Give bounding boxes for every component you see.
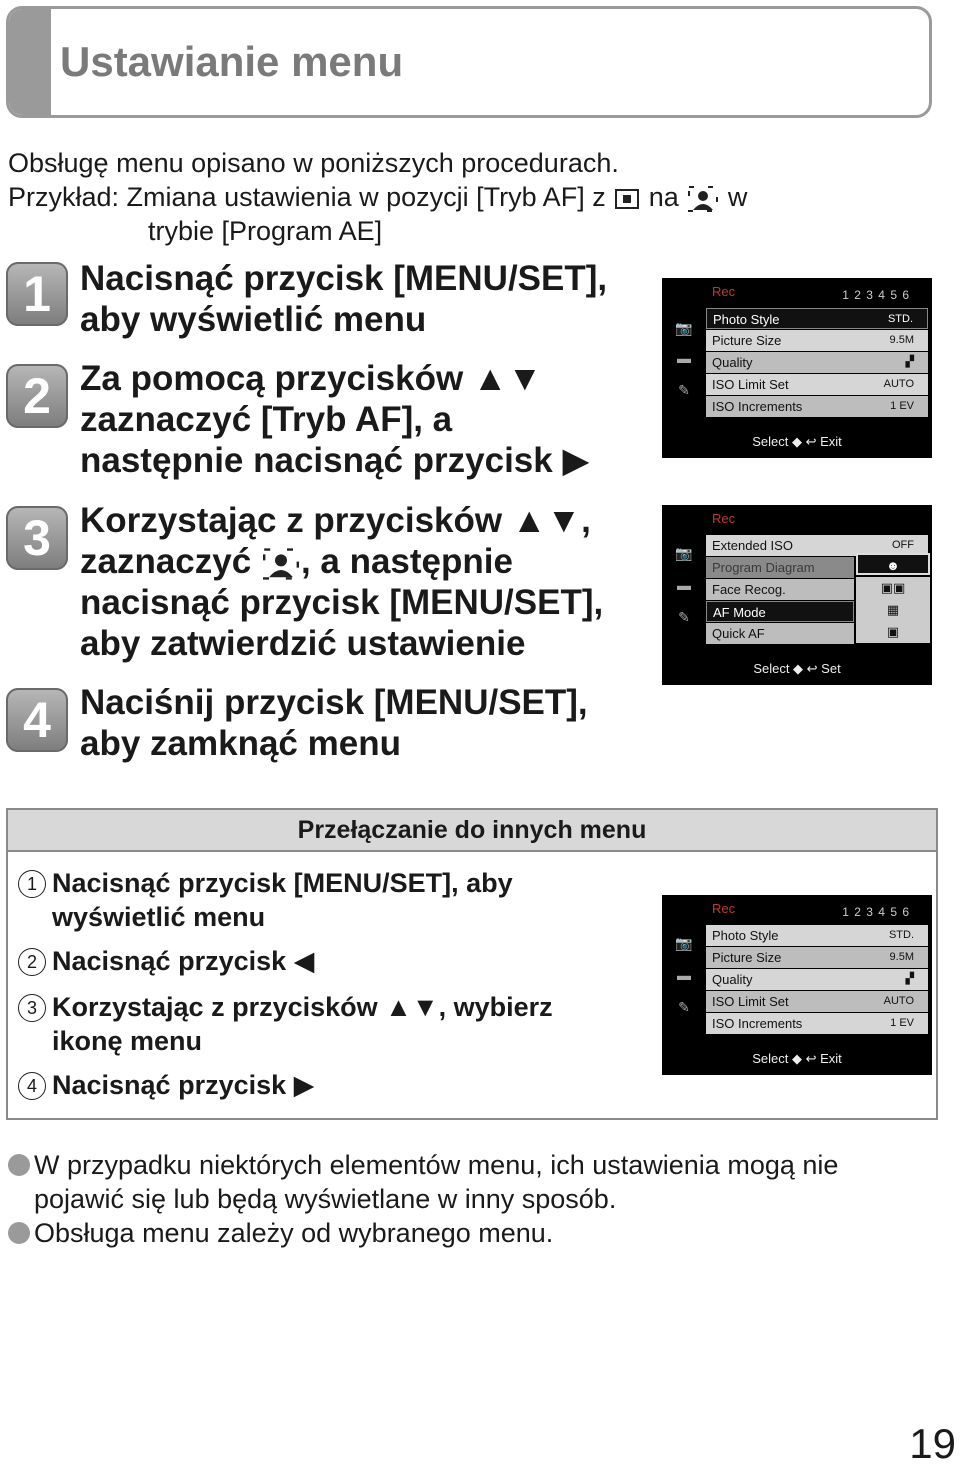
step-1-text xyxy=(80,258,607,340)
camera-menu-screen-2 xyxy=(662,895,932,1075)
step-2-line: Za pomocą przycisków ▲▼ xyxy=(80,359,543,398)
intro-line: Obsługę menu opisano w poniższych procedurach. xyxy=(8,148,619,178)
step-3-line xyxy=(80,541,603,582)
switch-item-text: Nacisnąć przycisk [MENU/SET], aby xyxy=(52,868,513,898)
page-number: 19 xyxy=(909,1420,956,1467)
step-2-line: następnie nacisnąć przycisk ▶ xyxy=(80,441,590,480)
af-option-tracking[interactable]: ▣▣ xyxy=(856,577,930,599)
menu-pages: 1 2 3 4 5 6 xyxy=(842,288,910,302)
menu-row-value: OFF xyxy=(892,539,914,551)
menu-row-label: Picture Size xyxy=(712,333,782,348)
camera-icon: 📷 xyxy=(675,320,693,336)
menu-row[interactable] xyxy=(706,557,854,578)
menu-row[interactable] xyxy=(706,991,928,1012)
menu-row[interactable] xyxy=(706,579,854,600)
menu-row-label: Quick AF xyxy=(712,626,765,641)
menu-row[interactable] xyxy=(706,969,928,990)
note-text: W przypadku niektórych elementów menu, ich ustawienia mogą nie xyxy=(34,1150,839,1180)
menu-row[interactable] xyxy=(706,330,928,351)
step-1-line: Nacisnąć przycisk [MENU/SET], xyxy=(80,259,608,298)
camera-af-mode-screen xyxy=(662,505,932,685)
single-area-af-icon xyxy=(615,189,639,209)
menu-row-value: ▞ xyxy=(905,356,914,368)
menu-row[interactable] xyxy=(706,623,854,644)
menu-row-label: Quality xyxy=(712,972,753,987)
step-4-line: aby zamknąć menu xyxy=(80,724,401,763)
menu-row[interactable] xyxy=(706,308,928,329)
circled-number: 4 xyxy=(18,1072,46,1100)
step-number-3: 3 xyxy=(6,506,68,570)
camera-icon: 📷 xyxy=(675,935,693,951)
camera-menu-screen xyxy=(662,278,932,458)
screen-footer: Select ◆ ↩ Exit xyxy=(752,434,842,449)
step-2-text xyxy=(80,358,589,481)
step-3-line: aby zatwierdzić ustawienie xyxy=(80,624,526,663)
wrench-icon: ✎ xyxy=(678,609,690,625)
bullet-icon xyxy=(8,1154,30,1176)
example-text-w: w xyxy=(727,182,748,212)
step-4-line: Naciśnij przycisk [MENU/SET], xyxy=(80,683,588,722)
step-number-1: 1 xyxy=(6,262,68,326)
menu-row-label: Extended ISO xyxy=(712,538,793,553)
example-text-na: na xyxy=(648,182,679,212)
menu-row-value: STD. xyxy=(888,929,914,941)
bullet-icon xyxy=(8,1222,30,1244)
circled-number: 3 xyxy=(18,994,46,1022)
switch-item-text: Korzystając z przycisków ▲▼, wybierz xyxy=(52,992,553,1022)
circled-number: 1 xyxy=(18,870,46,898)
step-3-line: nacisnąć przycisk [MENU/SET], xyxy=(80,583,604,622)
title-tab xyxy=(9,9,51,115)
note-text: pojawić się lub będą wyświetlane w inny sposób. xyxy=(34,1184,617,1214)
step-3-text-part: zaznaczyć xyxy=(80,542,252,581)
switch-item-text: wyświetlić menu xyxy=(52,902,266,932)
step-3-line: Korzystając z przycisków ▲▼, xyxy=(80,501,591,540)
step-4-text xyxy=(80,682,588,764)
step-3-text xyxy=(80,500,603,664)
note-2 xyxy=(8,1216,553,1250)
menu-row-selected[interactable] xyxy=(706,601,854,622)
step-3-text-part: , a następnie xyxy=(300,542,513,581)
camera-icon: 📷 xyxy=(675,545,693,561)
menu-row-value: 1 EV xyxy=(890,1017,914,1029)
rec-label: Rec xyxy=(712,901,736,916)
note-1 xyxy=(8,1148,838,1216)
menu-row[interactable] xyxy=(706,1013,928,1034)
menu-row-label: ISO Limit Set xyxy=(712,994,789,1009)
example-line-2: trybie [Program AE] xyxy=(148,216,383,246)
circled-number: 2 xyxy=(18,948,46,976)
menu-row-value: AUTO xyxy=(883,995,914,1007)
menu-row-label: ISO Increments xyxy=(712,399,803,414)
menu-row-value: 9.5M xyxy=(889,951,914,963)
switch-item-2 xyxy=(18,944,314,978)
af-option-single[interactable]: ▣ xyxy=(856,621,930,643)
step-1-line: aby wyświetlić menu xyxy=(80,300,427,339)
video-icon: ▬ xyxy=(677,350,691,366)
example-text: Przykład: Zmiana ustawienia w pozycji [Tryb AF] z xyxy=(8,182,606,212)
menu-row[interactable] xyxy=(706,352,928,373)
switch-heading: Przełączanie do innych menu xyxy=(8,810,936,852)
example-line xyxy=(8,182,747,213)
rec-label: Rec xyxy=(712,511,736,526)
face-detection-icon xyxy=(688,186,718,212)
menu-row[interactable] xyxy=(706,396,928,417)
menu-row-value: 1 EV xyxy=(890,400,914,412)
screen-footer: Select ◆ ↩ Exit xyxy=(752,1051,842,1066)
menu-row-value: STD. xyxy=(887,313,913,325)
video-icon: ▬ xyxy=(677,967,691,983)
menu-row-label: AF Mode xyxy=(713,605,766,620)
switch-item-text: Nacisnąć przycisk ▶ xyxy=(52,1070,315,1100)
menu-row-value: ▞ xyxy=(905,973,914,985)
switch-item-3 xyxy=(18,990,553,1058)
menu-row-label: Picture Size xyxy=(712,950,782,965)
menu-row-label: Program Diagram xyxy=(712,560,815,575)
step-2-line: zaznaczyć [Tryb AF], a xyxy=(80,400,453,439)
menu-pages: 1 2 3 4 5 6 xyxy=(842,905,910,919)
menu-row-label: Quality xyxy=(712,355,753,370)
rec-label: Rec xyxy=(712,284,736,299)
menu-row-label: Photo Style xyxy=(713,312,780,327)
switch-item-1 xyxy=(18,866,513,934)
menu-row[interactable] xyxy=(706,947,928,968)
screen-footer: Select ◆ ↩ Set xyxy=(753,661,841,676)
video-icon: ▬ xyxy=(677,577,691,593)
switch-item-text: Nacisnąć przycisk ◀ xyxy=(52,946,315,976)
menu-row[interactable] xyxy=(706,925,928,946)
wrench-icon: ✎ xyxy=(678,382,690,398)
af-option-face[interactable]: ☻ xyxy=(856,553,930,575)
menu-row-label: Face Recog. xyxy=(712,582,786,597)
page-title: Ustawianie menu xyxy=(60,38,404,85)
step-number-4: 4 xyxy=(6,688,68,752)
menu-row-label: ISO Increments xyxy=(712,1016,803,1031)
menu-row-label: ISO Limit Set xyxy=(712,377,789,392)
switch-item-text: ikonę menu xyxy=(52,1026,203,1056)
menu-row[interactable] xyxy=(706,374,928,395)
note-text: Obsługa menu zależy od wybranego menu. xyxy=(34,1218,554,1248)
menu-row-value: 9.5M xyxy=(889,334,914,346)
af-option-multi[interactable]: ▦ xyxy=(856,599,930,621)
step-number-2: 2 xyxy=(6,364,68,428)
menu-row-value: AUTO xyxy=(883,378,914,390)
wrench-icon: ✎ xyxy=(678,999,690,1015)
menu-row-label: Photo Style xyxy=(712,928,779,943)
switch-item-4 xyxy=(18,1068,314,1102)
face-detection-icon xyxy=(263,548,299,580)
